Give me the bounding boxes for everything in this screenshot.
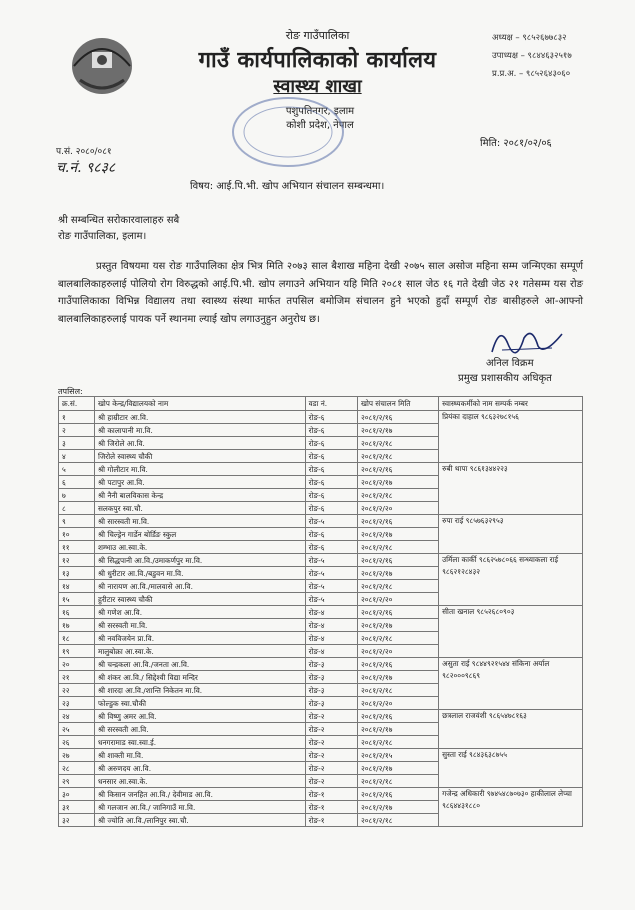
cell-serial: २२ bbox=[59, 684, 95, 697]
cell-center-name: हुरीटार स्वास्थ्य चौकी bbox=[94, 593, 305, 606]
cell-health-worker: रुबी थापा ९८६१३४४२२३ bbox=[439, 463, 583, 515]
cell-serial: २३ bbox=[59, 697, 95, 710]
cell-center-name: फोल्डुक स्वा.चौकी bbox=[94, 697, 305, 710]
recipient-line-1: श्री सम्बन्धित सरोकारवालाहरु सबै bbox=[58, 215, 180, 226]
table-row bbox=[59, 710, 583, 723]
cell-date: २०८१/२/१८ bbox=[357, 580, 438, 593]
cell-center-name: श्री कालापानी मा.वि. bbox=[94, 424, 305, 437]
cell-serial: ३२ bbox=[59, 814, 95, 827]
department-title: स्वास्थ्य शाखा bbox=[273, 76, 362, 97]
cell-date: २०८१/२/१८ bbox=[357, 736, 438, 749]
cell-ward: रोङ-६ bbox=[305, 541, 357, 554]
cell-center-name: श्री शाक्ती मा.वि. bbox=[94, 749, 305, 762]
cell-ward: रोङ-६ bbox=[305, 424, 357, 437]
cell-date: २०८१/२/१८ bbox=[357, 541, 438, 554]
cell-date: २०८१/२/१६ bbox=[357, 788, 438, 801]
fiscal-year: प.सं. २०८०/०८१ bbox=[56, 147, 112, 157]
letter-date: मिति: २०८१/०२/०६ bbox=[480, 138, 552, 149]
table-row bbox=[59, 606, 583, 619]
cell-center-name: श्री जिरोले आ.वि. bbox=[94, 437, 305, 450]
address-line-2: कोशी प्रदेश, नेपाल bbox=[286, 120, 354, 131]
org-main-title: गाउँ कार्यपालिकाको कार्यालय bbox=[198, 48, 437, 73]
cell-serial: ५ bbox=[59, 463, 95, 476]
cell-serial: ४ bbox=[59, 450, 95, 463]
org-small-title: रोङ गाउँपालिका bbox=[285, 29, 350, 42]
cell-ward: रोङ-६ bbox=[305, 502, 357, 515]
cell-date: २०८१/२/१८ bbox=[357, 632, 438, 645]
cell-date: २०८१/२/१७ bbox=[357, 476, 438, 489]
cell-serial: २६ bbox=[59, 736, 95, 749]
cell-serial: १४ bbox=[59, 580, 95, 593]
cell-ward: रोङ-५ bbox=[305, 580, 357, 593]
cell-health-worker: रुपा राई ९८५७६३२९५३ bbox=[439, 515, 583, 554]
cell-ward: रोङ-६ bbox=[305, 450, 357, 463]
table-caption: तपसिल: bbox=[58, 387, 83, 396]
table-row bbox=[59, 463, 583, 476]
cell-serial: २७ bbox=[59, 749, 95, 762]
cell-center-name: श्री सिद्धपानी आ.वि./उमाकर्णपुर मा.वि. bbox=[94, 554, 305, 567]
cell-ward: रोङ-४ bbox=[305, 632, 357, 645]
cell-center-name: मालुबोक्रा आ.स्वा.के. bbox=[94, 645, 305, 658]
cell-center-name: श्री शारदा आ.वि./शान्ति निकेतन मा.वि. bbox=[94, 684, 305, 697]
cell-ward: रोङ-२ bbox=[305, 762, 357, 775]
cell-center-name: जिरोले स्वास्थ्य चौकी bbox=[94, 450, 305, 463]
cell-center-name: शम्भाउ आ.स्वा.के. bbox=[94, 541, 305, 554]
cell-ward: रोङ-२ bbox=[305, 723, 357, 736]
cell-serial: २५ bbox=[59, 723, 95, 736]
cell-date: २०८१/२/१८ bbox=[357, 814, 438, 827]
cell-center-name: श्री नवविजयेन प्रा.वि. bbox=[94, 632, 305, 645]
contact-cao: प्र.प्र.अ. – ९८५२६४३०६० bbox=[492, 69, 571, 79]
cell-ward: रोङ-६ bbox=[305, 437, 357, 450]
cell-ward: रोङ-१ bbox=[305, 814, 357, 827]
cell-center-name: श्री गलजान आ.वि./ जानिगाउँ मा.वि. bbox=[94, 801, 305, 814]
contact-vice-chair: उपाध्यक्ष – ९८४४६३२५१७ bbox=[492, 51, 572, 61]
cell-center-name: श्री सरस्वती आ.वि. bbox=[94, 723, 305, 736]
cell-health-worker: सीता खनाल ९८५२६८०९०३ bbox=[439, 606, 583, 658]
cell-center-name: सलकपुर स्वा.चौ. bbox=[94, 502, 305, 515]
cell-date: २०८१/२/२० bbox=[357, 697, 438, 710]
cell-center-name: श्री गणेश आ.वि. bbox=[94, 606, 305, 619]
table-row bbox=[59, 658, 583, 671]
cell-ward: रोङ-६ bbox=[305, 463, 357, 476]
cell-ward: रोङ-६ bbox=[305, 411, 357, 424]
cell-date: २०८१/२/१८ bbox=[357, 489, 438, 502]
vaccination-schedule-table bbox=[58, 396, 583, 827]
table-row bbox=[59, 554, 583, 567]
cell-date: २०८१/२/१७ bbox=[357, 424, 438, 437]
cell-ward: रोङ-३ bbox=[305, 658, 357, 671]
cell-ward: रोङ-५ bbox=[305, 593, 357, 606]
letter-number: च.नं. ९८३८ bbox=[56, 160, 116, 176]
cell-health-worker: गजेन्द्र अधिकारी ९७४५४८७०७३० हाकीलाल लेप्चा ९८६४४३१८८० bbox=[439, 788, 583, 827]
cell-serial: २८ bbox=[59, 762, 95, 775]
cell-center-name: श्री विष्णु अमर आ.वि. bbox=[94, 710, 305, 723]
header-health-worker: स्वास्थ्यकर्मीको नाम सम्पर्क नम्बर bbox=[439, 397, 583, 411]
cell-ward: रोङ-४ bbox=[305, 606, 357, 619]
cell-center-name: श्री सरस्वती मा.वि. bbox=[94, 619, 305, 632]
cell-center-name: धनगरामाड स्वा.स्वा.ई. bbox=[94, 736, 305, 749]
table-row bbox=[59, 788, 583, 801]
cell-ward: रोङ-२ bbox=[305, 775, 357, 788]
cell-center-name: श्री गोलीटार मा.वि. bbox=[94, 463, 305, 476]
cell-serial: ९ bbox=[59, 515, 95, 528]
cell-ward: रोङ-२ bbox=[305, 749, 357, 762]
cell-serial: २४ bbox=[59, 710, 95, 723]
cell-date: २०८१/२/१७ bbox=[357, 723, 438, 736]
cell-serial: ११ bbox=[59, 541, 95, 554]
cell-ward: रोङ-३ bbox=[305, 671, 357, 684]
cell-ward: रोङ-६ bbox=[305, 476, 357, 489]
cell-date: २०८१/२/१७ bbox=[357, 801, 438, 814]
cell-serial: ३० bbox=[59, 788, 95, 801]
cell-date: २०८१/२/२० bbox=[357, 645, 438, 658]
cell-serial: ८ bbox=[59, 502, 95, 515]
cell-date: २०८१/२/१६ bbox=[357, 515, 438, 528]
cell-center-name: श्री चन्द्रकला आ.वि./जनता आ.वि. bbox=[94, 658, 305, 671]
cell-serial: १३ bbox=[59, 567, 95, 580]
cell-serial: २९ bbox=[59, 775, 95, 788]
cell-center-name: श्री चिल्ड्रेन गार्डेन बोर्डिङ स्कुल bbox=[94, 528, 305, 541]
address-line-1: पशुपतिनगर, इलाम bbox=[285, 106, 355, 117]
cell-date: २०८१/२/१६ bbox=[357, 710, 438, 723]
header-date: खोप संचालन मिति bbox=[357, 397, 438, 411]
cell-serial: ७ bbox=[59, 489, 95, 502]
cell-date: २०८१/२/२० bbox=[357, 502, 438, 515]
cell-serial: २ bbox=[59, 424, 95, 437]
office-stamp bbox=[228, 92, 348, 172]
cell-ward: रोङ-१ bbox=[305, 801, 357, 814]
cell-date: २०८१/२/१६ bbox=[357, 463, 438, 476]
cell-ward: रोङ-४ bbox=[305, 645, 357, 658]
contact-chair: अध्यक्ष – ९८५२६७७८३२ bbox=[492, 33, 567, 43]
cell-health-worker: प्रियंका दाहाल ९८६३२७८१५६ bbox=[439, 411, 583, 463]
letter-body: प्रस्तुत विषयमा यस रोङ गाउँपालिका क्षेत्र भित्र मिति २०७३ साल बैशाख महिना देखी २०७५ साल असोज महिना सम्म जन्मिएका सम्पूर्ण बालबालिकाहरुलाई पोलियो रोग विरुद्धको आई.पि.भी. खोप लगाउने अभियान यहि मिति २०८१ साल जेठ १६ गते देखी जेठ २१ गतेसम्म यस रोङ गाउँपालिकाका विभिन्न विद्यालय तथा स्वास्थ्य संस्था मार्फत तपसिल बमोजिम संचालन हुने भएको हुदाँ सम्पूर्ण रोङ बासीहरुले आ-आफ्नो बालबालिकाहरुलाई पायक पर्ने स्थानमा ल्याई खोप लगाउनुहुन अनुरोध छ। bbox=[58, 261, 583, 325]
cell-date: २०८१/२/१७ bbox=[357, 762, 438, 775]
cell-date: २०८१/२/१७ bbox=[357, 528, 438, 541]
cell-ward: रोङ-२ bbox=[305, 736, 357, 749]
cell-center-name: श्री धुरीटार आ.वि./बडुवन मा.वि. bbox=[94, 567, 305, 580]
cell-ward: रोङ-१ bbox=[305, 788, 357, 801]
cell-date: २०८१/२/१६ bbox=[357, 554, 438, 567]
cell-center-name: श्री सारस्वती मा.वि. bbox=[94, 515, 305, 528]
cell-center-name: श्री अरुणदय आ.वि. bbox=[94, 762, 305, 775]
cell-ward: रोङ-४ bbox=[305, 619, 357, 632]
cell-health-worker: सुस्ता राई ९८४३६३८७५५ bbox=[439, 749, 583, 788]
table-header-row bbox=[59, 397, 583, 411]
cell-serial: १९ bbox=[59, 645, 95, 658]
cell-ward: रोङ-५ bbox=[305, 567, 357, 580]
cell-date: २०८१/२/१८ bbox=[357, 775, 438, 788]
cell-serial: १० bbox=[59, 528, 95, 541]
cell-serial: १५ bbox=[59, 593, 95, 606]
cell-date: २०८१/२/१७ bbox=[357, 567, 438, 580]
cell-ward: रोङ-३ bbox=[305, 697, 357, 710]
cell-serial: ३१ bbox=[59, 801, 95, 814]
cell-date: २०८१/२/१८ bbox=[357, 450, 438, 463]
table-row bbox=[59, 515, 583, 528]
cell-date: २०८१/२/१६ bbox=[357, 606, 438, 619]
recipient-line-2: रोङ गाउँपालिका, इलाम। bbox=[58, 231, 147, 242]
cell-center-name: धनसार आ.स्वा.के. bbox=[94, 775, 305, 788]
cell-serial: ३ bbox=[59, 437, 95, 450]
cell-center-name: श्री पटापुर आ.वि. bbox=[94, 476, 305, 489]
cell-ward: रोङ-३ bbox=[305, 684, 357, 697]
cell-serial: १७ bbox=[59, 619, 95, 632]
cell-center-name: श्री शंकर आ.वि./ सिद्देश्वी विद्या मन्दिर bbox=[94, 671, 305, 684]
cell-date: २०८१/२/१७ bbox=[357, 619, 438, 632]
cell-date: २०८१/२/१६ bbox=[357, 658, 438, 671]
cell-date: २०८१/२/२० bbox=[357, 593, 438, 606]
cell-health-worker: उर्मिला कार्की ९८६२५७८०६६ सन्ध्याकला राई ९८६२१२८४३२ bbox=[439, 554, 583, 606]
cell-date: २०८१/२/१८ bbox=[357, 684, 438, 697]
cell-date: २०८१/२/१७ bbox=[357, 671, 438, 684]
cell-serial: २१ bbox=[59, 671, 95, 684]
cell-serial: ६ bbox=[59, 476, 95, 489]
cell-center-name: श्री नैनी बालविकास केन्द्र bbox=[94, 489, 305, 502]
cell-serial: १६ bbox=[59, 606, 95, 619]
cell-ward: रोङ-२ bbox=[305, 710, 357, 723]
government-emblem bbox=[62, 30, 142, 100]
table-row bbox=[59, 411, 583, 424]
cell-date: २०८१/२/१८ bbox=[357, 437, 438, 450]
signatory-name: अनिल विक्रम bbox=[486, 358, 534, 369]
cell-date: २०८१/२/१५ bbox=[357, 749, 438, 762]
cell-serial: १८ bbox=[59, 632, 95, 645]
signature bbox=[482, 320, 572, 360]
cell-health-worker: असुता राई ९८४४९२१५४४ संकिना अर्याल ९८२०००९८६९ bbox=[439, 658, 583, 710]
cell-center-name: श्री ज्योति आ.वि./लानिपुर स्वा.चौ. bbox=[94, 814, 305, 827]
cell-ward: रोङ-५ bbox=[305, 554, 357, 567]
letter-subject: विषय: आई.पि.भी. खोप अभियान संचालन सम्बन्धमा। bbox=[190, 181, 385, 192]
cell-serial: २० bbox=[59, 658, 95, 671]
header-center-name: खोप केन्द्र/विद्यालयको नाम bbox=[94, 397, 305, 411]
header-serial: क्र.सं. bbox=[59, 397, 95, 411]
cell-date: २०८१/२/१६ bbox=[357, 411, 438, 424]
cell-center-name: श्री हाम्रीटार आ.वि. bbox=[94, 411, 305, 424]
cell-health-worker: छत्रलाल राजवंशी ९८६५४७८१६३ bbox=[439, 710, 583, 749]
signatory-title: प्रमुख प्रशासकीय अधिकृत bbox=[458, 373, 552, 384]
cell-ward: रोङ-५ bbox=[305, 515, 357, 528]
cell-ward: रोङ-६ bbox=[305, 528, 357, 541]
cell-center-name: श्री नारायण आ.वि./मालवासे आ.वि. bbox=[94, 580, 305, 593]
cell-serial: १२ bbox=[59, 554, 95, 567]
cell-center-name: श्री किसान जनहित आ.वि./ देवीमाड आ.वि. bbox=[94, 788, 305, 801]
header-ward: वडा नं. bbox=[305, 397, 357, 411]
cell-ward: रोङ-६ bbox=[305, 489, 357, 502]
cell-serial: १ bbox=[59, 411, 95, 424]
table-row bbox=[59, 749, 583, 762]
